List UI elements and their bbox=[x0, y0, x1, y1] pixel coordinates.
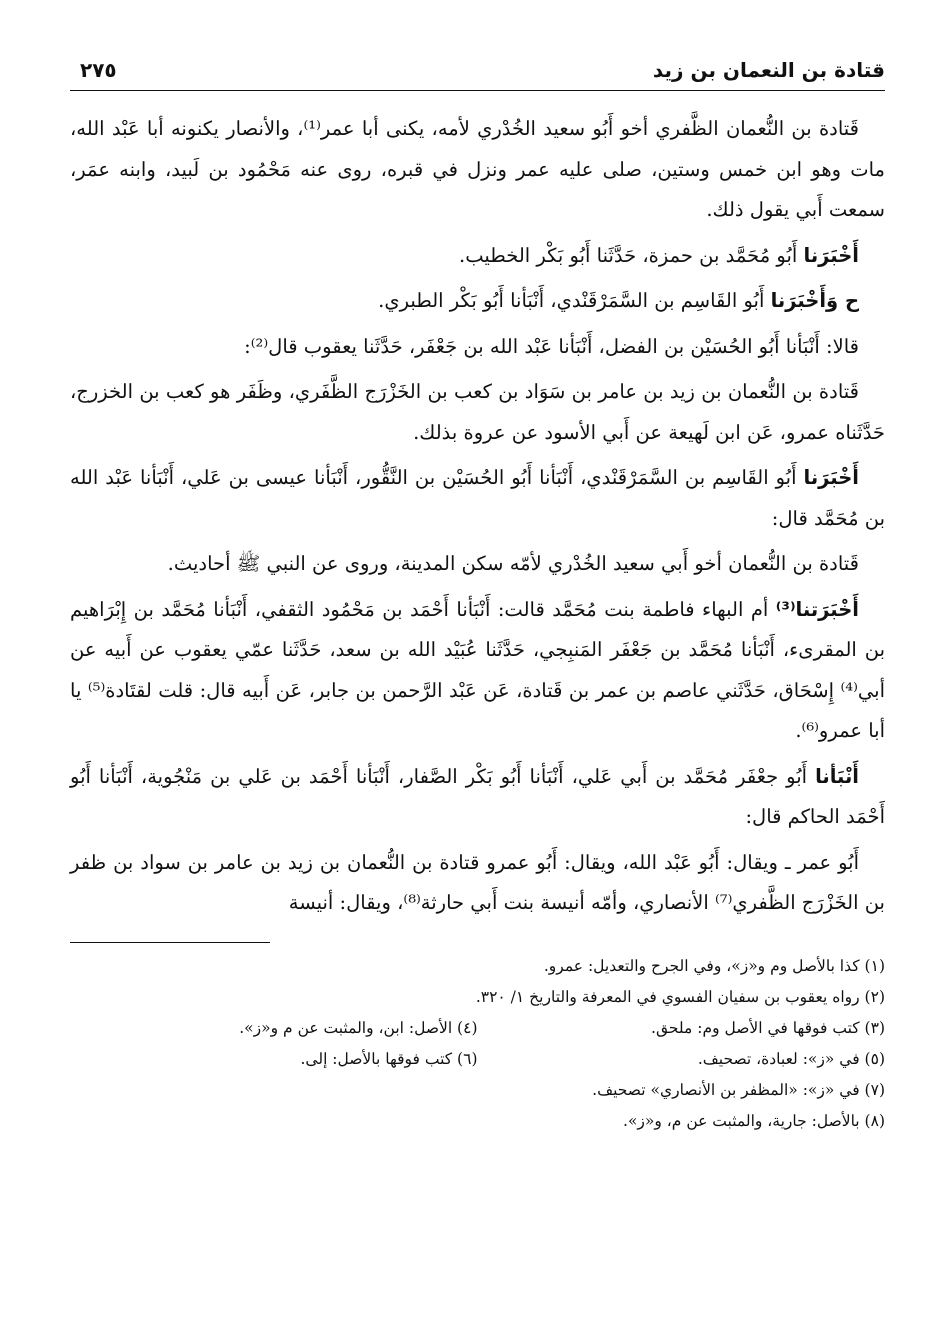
footnote: (٤) الأصل: ابن، والمثبت عن م و«ز». bbox=[239, 1018, 478, 1037]
footnotes bbox=[70, 951, 885, 1137]
book-page bbox=[70, 50, 885, 1137]
paragraph bbox=[70, 281, 885, 322]
paragraph bbox=[70, 590, 885, 752]
page-number: ٢٧٥ bbox=[80, 58, 117, 82]
paragraph-text: أَبُو عمر ـ ويقال: أَبُو عَبْد الله، ويقال: أَبُو عمرو قتادة بن النُّعمان بن زيد بن عامر بن سواد بن ظفر بن الخَزْرَج الظَّفري⁽⁷⁾ الأنصاري، وأمّه أنيسة بنت أَبي حارثة⁽⁸⁾، ويقال: أنيسة bbox=[70, 850, 885, 914]
footnote: (٨) بالأصل: جارية، والمثبت عن م، و«ز». bbox=[623, 1111, 885, 1130]
footnote: (٦) كتب فوقها بالأصل: إلى. bbox=[300, 1049, 478, 1068]
footnote: (٣) كتب فوقها في الأصل وم: ملحق. bbox=[651, 1018, 885, 1037]
footnote: (٢) رواه يعقوب بن سفيان الفسوي في المعرفة والتاريخ ١/ ٣٢٠. bbox=[475, 987, 885, 1006]
paragraph bbox=[70, 544, 885, 585]
paragraph bbox=[70, 757, 885, 838]
footnote: (٥) في «ز»: لعبادة، تصحيف. bbox=[697, 1049, 885, 1068]
paragraph bbox=[70, 109, 885, 231]
footnote-row bbox=[70, 1075, 885, 1106]
paragraph-lead: أَخْبَرَنا bbox=[803, 466, 859, 489]
footnote-row bbox=[70, 951, 885, 982]
paragraph-text: قَتادة بن النُّعمان أخو أَبي سعيد الخُدْري لأمّه سكن المدينة، وروى عن النبي ﷺ أحاديث. bbox=[167, 552, 859, 575]
footnote-row bbox=[70, 1013, 885, 1044]
footnote-row bbox=[70, 982, 885, 1013]
footnote: (١) كذا بالأصل وم و«ز»، وفي الجرح والتعديل: عمرو. bbox=[543, 956, 885, 975]
footnote-row bbox=[70, 1106, 885, 1137]
paragraph-text: أَبُو القَاسِم بن السَّمَرْقَنْدي، أَنْبَأنا أَبُو بَكْر الطبري. bbox=[378, 289, 771, 312]
paragraph bbox=[70, 236, 885, 277]
footnote-row bbox=[70, 1044, 885, 1075]
paragraph-text: قَتادة بن النُّعمان بن زيد بن عامر بن سَوَاد بن كعب بن الخَزْرَج الظَّفَري، وظَفَر هو كعب بن الخزرج، حَدَّثَناه عمرو، عَن ابن لَهيعة عن أَبي الأسود عن عروة بذلك. bbox=[70, 380, 885, 444]
footnote-separator bbox=[70, 942, 270, 943]
footnote: (٧) في «ز»: «المظفر بن الأنصاري» تصحيف. bbox=[592, 1080, 885, 1099]
paragraph-lead: ح وَأَخْبَرَنا bbox=[770, 289, 859, 312]
paragraph-text: أَبُو القَاسِم بن السَّمَرْقَنْدي، أَنْبَأنا أَبُو الحُسَيْن بن النَّقُّور، أَنْبَأنا عيسى بن عَلي، أَنْبَأنا عَبْد الله بن مُحَمَّد قال: bbox=[70, 466, 885, 530]
paragraph-lead: أَخْبَرَنا bbox=[803, 243, 859, 267]
paragraph bbox=[70, 458, 885, 539]
paragraph-text: أم البهاء فاطمة بنت مُحَمَّد قالت: أَنْبَأنا أَحْمَد بن مَحْمُود الثقفي، أَنْبَأنا مُحَمَّد بن إِبْرَاهيم بن المقرىء، أَنْبَأنا مُحَمَّد بن جَعْفَر المَنبِجي، حَدَّثَنا عُبَيْد الله بن سعد، حَدَّثَنا عمّي يعقوب عن أَبيه عن أبي⁽⁴⁾ إِسْحَاق، حَدَّثَني عاصم بن عمر بن قَتادة، عَن عَبْد الرَّحمن بن جابر، عَن أَبيه قال: قلت لقتَادة⁽⁵⁾ يا أبا عمرو⁽⁶⁾. bbox=[70, 597, 885, 742]
page-header bbox=[70, 50, 885, 91]
paragraph-lead: أَنْبَأنا bbox=[815, 764, 859, 788]
paragraph bbox=[70, 327, 885, 368]
paragraph-text: أَبُو مُحَمَّد بن حمزة، حَدَّثَنا أَبُو بَكْر الخطيب. bbox=[459, 243, 804, 267]
running-title: قتادة بن النعمان بن زيد bbox=[652, 58, 885, 82]
paragraph bbox=[70, 843, 885, 924]
main-text bbox=[70, 109, 885, 924]
paragraph-text: أَبُو جعْفَر مُحَمَّد بن أَبي عَلي، أَنْبَأنا أَبُو بَكْر الصَّفار، أَنْبَأنا أَحْمَد بن عَلي بن مَنْجُوية، أَنْبَأنا أَبُو أَحْمَد الحاكم قال: bbox=[70, 764, 885, 828]
paragraph bbox=[70, 372, 885, 453]
paragraph-text: قالا: أَنْبَأنا أَبُو الحُسَيْن بن الفضل، أَنْبَأنا عَبْد الله بن جَعْفَر، حَدَّثَنا يعقوب قال⁽²⁾: bbox=[244, 334, 859, 358]
paragraph-lead: أَخْبَرَتنا⁽³⁾ bbox=[775, 597, 859, 621]
paragraph-text: قَتادة بن النُّعمان الظَّفري أخو أَبُو سعيد الخُدْري لأمه، يكنى أبا عمر⁽¹⁾، والأنصار يكنونه أبا عَبْد الله، مات وهو ابن خمس وستين، صلى عليه عمر ونزل في قبره، روى عنه مَحْمُود بن لَبيد، وابنه عمَر، سمعت أَبي يقول ذلك. bbox=[70, 117, 885, 221]
